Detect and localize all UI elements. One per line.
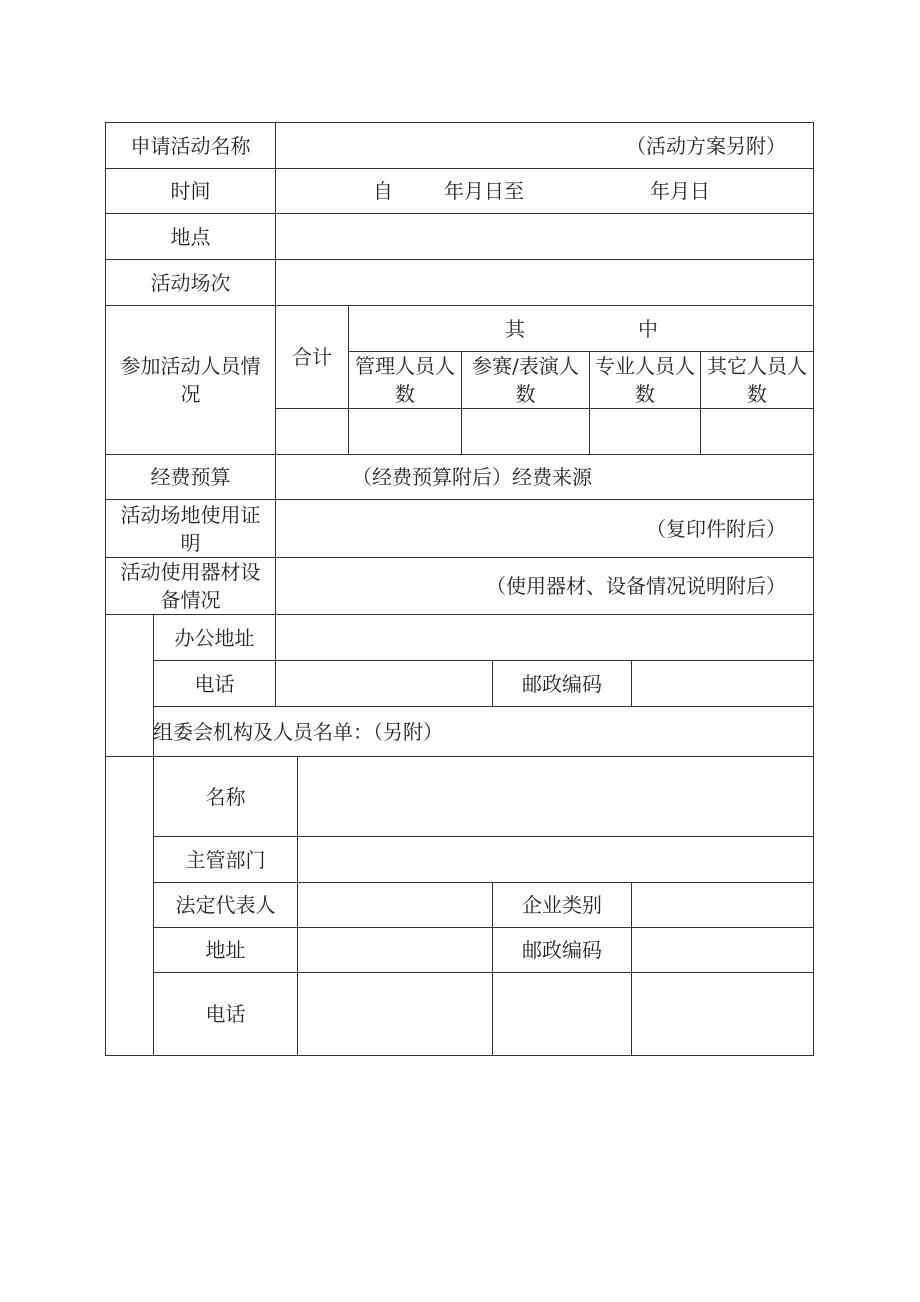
company-type-label: 企业类别	[522, 893, 602, 917]
other-count-field[interactable]	[701, 409, 813, 454]
address-label: 地址	[205, 938, 246, 962]
venue-proof-line1: 活动场地使用证	[120, 502, 261, 527]
phone-label: 电话	[194, 671, 235, 696]
equipment-line2: 备情况	[160, 588, 221, 612]
venue-proof-note: （复印件附后）	[646, 516, 786, 541]
col-professional-header	[590, 352, 700, 408]
postcode2-field[interactable]	[632, 928, 813, 972]
col-other-header	[701, 352, 813, 408]
professional-count-field[interactable]	[590, 409, 700, 454]
phone-field[interactable]	[276, 661, 492, 706]
dept-label: 主管部门	[185, 847, 266, 872]
total-count-field[interactable]	[276, 409, 348, 454]
budget-note: （经费预算附后）经费来源	[352, 465, 592, 489]
col-prof-line1: 专业人员人	[595, 354, 695, 378]
time-field[interactable]	[276, 169, 813, 213]
committee-note: 组委会机构及人员名单：（另附）	[153, 719, 443, 744]
time-from-text: 自	[373, 179, 393, 203]
company-type-field[interactable]	[632, 883, 813, 927]
address-field[interactable]	[298, 928, 492, 972]
name-field[interactable]	[298, 757, 813, 836]
form-border-right	[813, 122, 814, 1056]
place-field[interactable]	[276, 214, 813, 259]
postcode2-label: 邮政编码	[522, 938, 602, 962]
among-label-1: 其	[505, 316, 525, 341]
participants-label-line1: 参加活动人员情	[120, 354, 261, 378]
col-mgmt-line1: 管理人员人	[355, 354, 455, 378]
venue-proof-line2: 明	[180, 530, 201, 555]
col-other-line2: 数	[747, 382, 767, 406]
participants-label	[106, 306, 275, 454]
phone2-extra-field[interactable]	[493, 973, 631, 1055]
among-label-2: 中	[638, 316, 658, 341]
activity-name-label: 申请活动名称	[130, 133, 251, 158]
equipment-note: （使用器材、设备情况说明附后）	[486, 574, 786, 598]
col-mgmt-line2: 数	[395, 382, 415, 406]
legal-rep-label: 法定代表人	[175, 893, 276, 917]
place-label: 地点	[170, 224, 211, 249]
office-address-label: 办公地址	[174, 625, 255, 650]
venue-proof-label	[106, 500, 275, 557]
equipment-line1: 活动使用器材设	[120, 560, 261, 584]
postcode-label: 邮政编码	[522, 671, 602, 696]
name-label: 名称	[205, 784, 246, 809]
col-prof-line2: 数	[635, 382, 655, 406]
col-perf-line1: 参赛/表演人	[472, 354, 579, 378]
time-end-date-text: 年月日	[650, 179, 710, 203]
dept-field[interactable]	[298, 837, 813, 882]
col-perf-line2: 数	[515, 382, 536, 406]
col-other-line1: 其它人员人	[707, 354, 807, 378]
col-management-header	[349, 352, 461, 408]
office-address-field[interactable]	[276, 615, 813, 660]
time-label: 时间	[170, 179, 211, 203]
legal-rep-field[interactable]	[298, 883, 492, 927]
sessions-label: 活动场次	[150, 270, 231, 295]
sessions-field[interactable]	[276, 260, 813, 305]
phone2-label: 电话	[205, 1002, 246, 1026]
budget-label: 经费预算	[150, 465, 231, 489]
phone2-field[interactable]	[298, 973, 492, 1055]
total-label: 合计	[292, 345, 332, 369]
col-performer-header	[462, 352, 589, 408]
activity-plan-note: （活动方案另附）	[626, 133, 786, 158]
equipment-label	[106, 558, 275, 614]
form-border-bottom	[105, 1055, 814, 1056]
time-start-date-text: 年月日至	[444, 179, 524, 203]
phone2-extra-field-2[interactable]	[632, 973, 813, 1055]
performer-count-field[interactable]	[462, 409, 589, 454]
postcode-field[interactable]	[632, 661, 813, 706]
management-count-field[interactable]	[349, 409, 461, 454]
participants-label-line2: 况	[180, 382, 201, 406]
